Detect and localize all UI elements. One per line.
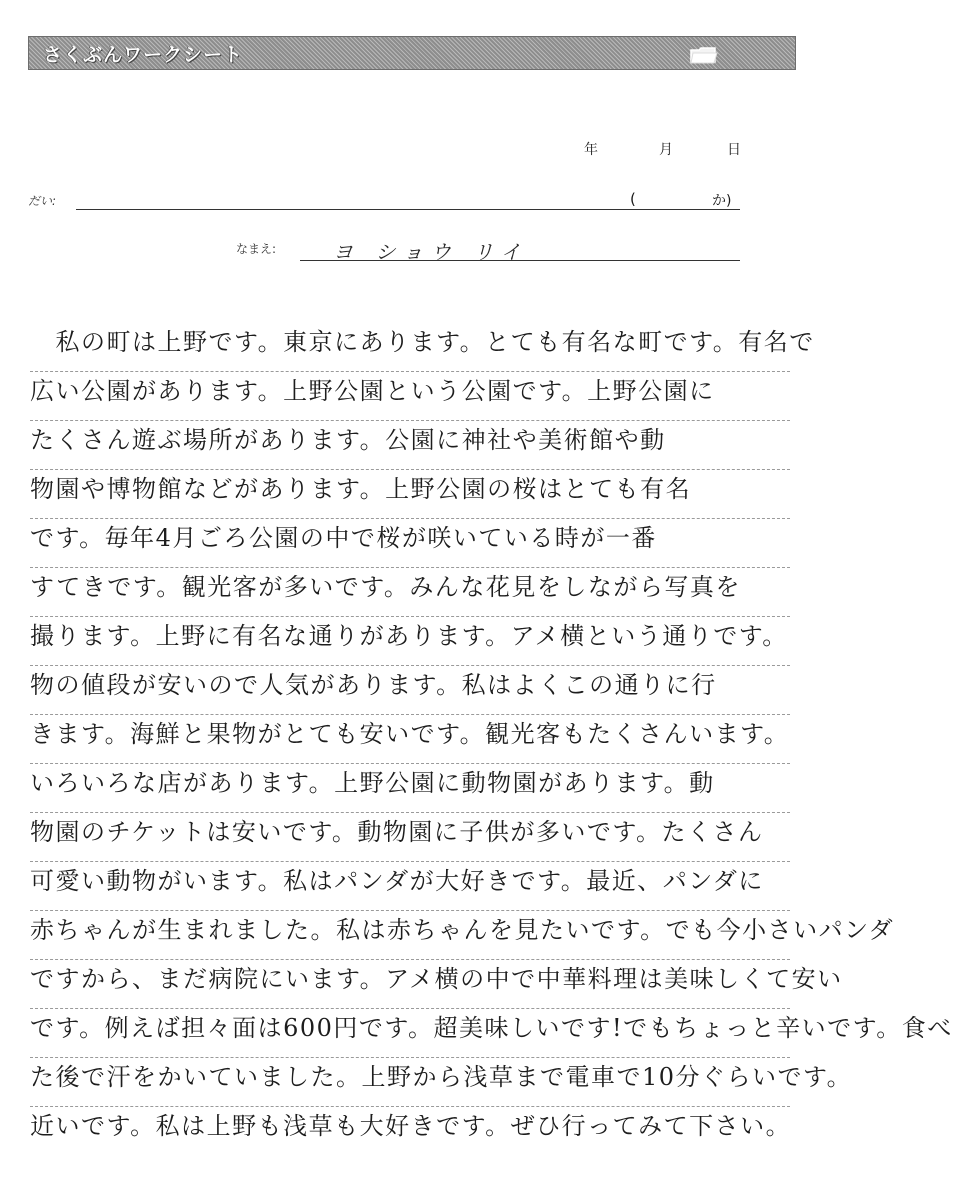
name-field-label: なまえ: [236,242,277,256]
essay-line: たくさん遊ぶ場所があります。公園に神社や美術館や動 [30,420,790,470]
worksheet-title: さくぶんワークシート [43,44,244,66]
title-field-label: だい: [28,194,57,208]
essay-line: 広い公園があります。上野公園という公園です。上野公園に [30,371,790,421]
date-year-label: 年 [584,142,598,158]
essay-line: 可愛い動物がいます。私はパンダが大好きです。最近、パンダに [30,861,790,911]
essay-line: 物園のチケットは安いです。動物園に子供が多いです。たくさん [30,812,790,862]
essay-line: ですから、まだ病院にいます。アメ横の中で中華料理は美味しくて安い [30,959,790,1009]
name-field-value: ヨ ショウ リイ [333,240,529,264]
title-paren-open: ( [630,190,636,208]
essay-line: た後で汗をかいていました。上野から浅草まで電車で10分ぐらいです。 [30,1057,790,1107]
date-day-label: 日 [727,142,741,158]
essay-line: です。例えば担々面は600円です。超美味しいです!でもちょっと辛いです。食べ [30,1008,790,1058]
essay-line: 物園や博物館などがあります。上野公園の桜はとても有名 [30,469,790,519]
essay-line: 近いです。私は上野も浅草も大好きです。ぜひ行ってみて下さい。 [30,1112,792,1140]
essay-line: 赤ちゃんが生まれました。私は赤ちゃんを見たいです。でも今小さいパンダ [30,910,790,960]
essay-line: 物の値段が安いので人気があります。私はよくこの通りに行 [30,665,790,715]
essay-line: 撮ります。上野に有名な通りがあります。アメ横という通りです。 [30,616,790,666]
essay-line: すてきです。観光客が多いです。みんな花見をしながら写真を [30,567,790,617]
essay-line: いろいろな店があります。上野公園に動物園があります。動 [30,763,790,813]
essay-line: 私の町は上野です。東京にあります。とても有名な町です。有名で [30,322,790,372]
folder-icon [689,45,719,65]
date-month-label: 月 [659,142,673,158]
title-paren-close: か) [712,193,732,209]
worksheet-header [28,36,796,70]
essay-line: です。毎年4月ごろ公園の中で桜が咲いている時が一番 [30,518,790,568]
title-field-line [76,209,740,210]
name-field-line [300,260,740,261]
essay-line: きます。海鮮と果物がとても安いです。観光客もたくさんいます。 [30,714,790,764]
